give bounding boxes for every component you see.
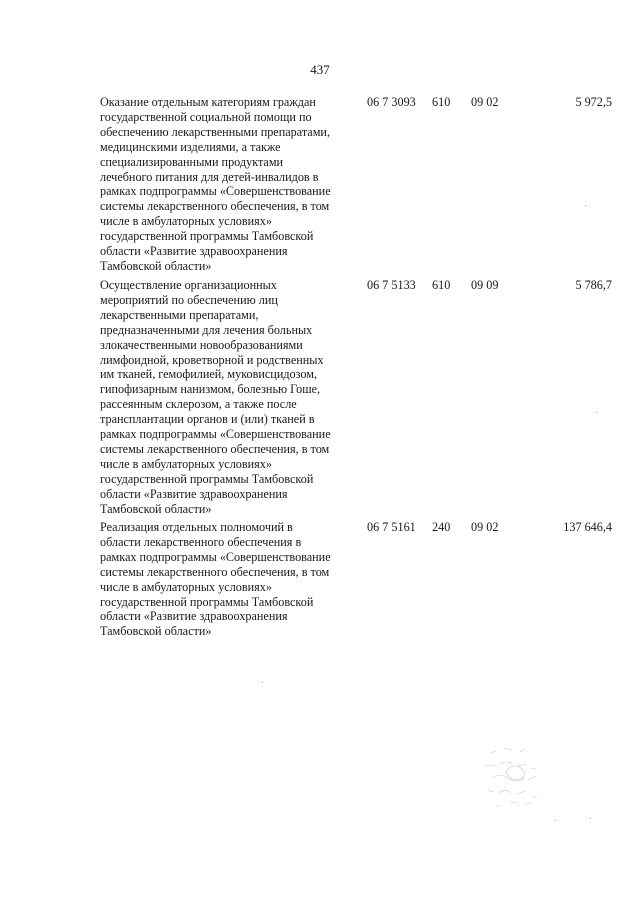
row-expense-type: 610 <box>432 95 451 109</box>
row-expense-type: 610 <box>432 278 451 292</box>
row-amount: 5 786,7 <box>575 278 612 292</box>
row-section: 09 02 <box>471 520 499 534</box>
row-target-code: 06 7 5161 <box>367 520 416 534</box>
row-expense-type: 240 <box>432 520 451 534</box>
row-description: Осуществление организационных мероприятий по обеспечению лиц лекарственными препаратами, предназначенными для лечения больных злокачественными новообразованиями лимфоидной, кроветворной и родственных им тканей, гемофилией, муковисцидозом, гипофизарным нанизмом, болезнью Гоше, рассеянным склерозом, а также после трансплантации органов и (или) тканей в рамках подпрограммы «Совершенствование системы лекарственного обеспечения, в том числе в амбулаторных условиях» государственной программы Тамбовской области «Развитие здравоохранения Тамбовской области» <box>100 278 331 516</box>
row-description: Оказание отдельным категориям граждан государственной социальной помощи по обеспечению лекарственными препаратами, медицинскими изделиями, а также специализированными продуктами лечебного питания для детей-инвалидов в рамках подпрограммы «Совершенствование системы лекарственного обеспечения, в том числе в амбулаторных условиях» государственной программы Тамбовской области «Развитие здравоохранения Тамбовской области» <box>100 95 331 273</box>
row-amount: 137 646,4 <box>563 520 612 534</box>
scan-speck <box>585 205 586 206</box>
scan-speck <box>596 412 597 413</box>
row-section: 09 02 <box>471 95 499 109</box>
row-amount: 5 972,5 <box>575 95 612 109</box>
scan-speck <box>590 818 591 819</box>
page-number: 437 <box>310 62 330 77</box>
row-target-code: 06 7 3093 <box>367 95 416 109</box>
faint-stamp-mark <box>470 738 580 813</box>
row-description: Реализация отдельных полномочий в области лекарственного обеспечения в рамках подпрограммы «Совершенствование системы лекарственного обеспечения, в том числе в амбулаторных условиях» государственной программы Тамбовской области «Развитие здравоохранения Тамбовской области» <box>100 520 331 639</box>
row-section: 09 09 <box>471 278 499 292</box>
scan-speck <box>555 820 556 821</box>
scan-speck <box>262 682 263 683</box>
row-target-code: 06 7 5133 <box>367 278 416 292</box>
